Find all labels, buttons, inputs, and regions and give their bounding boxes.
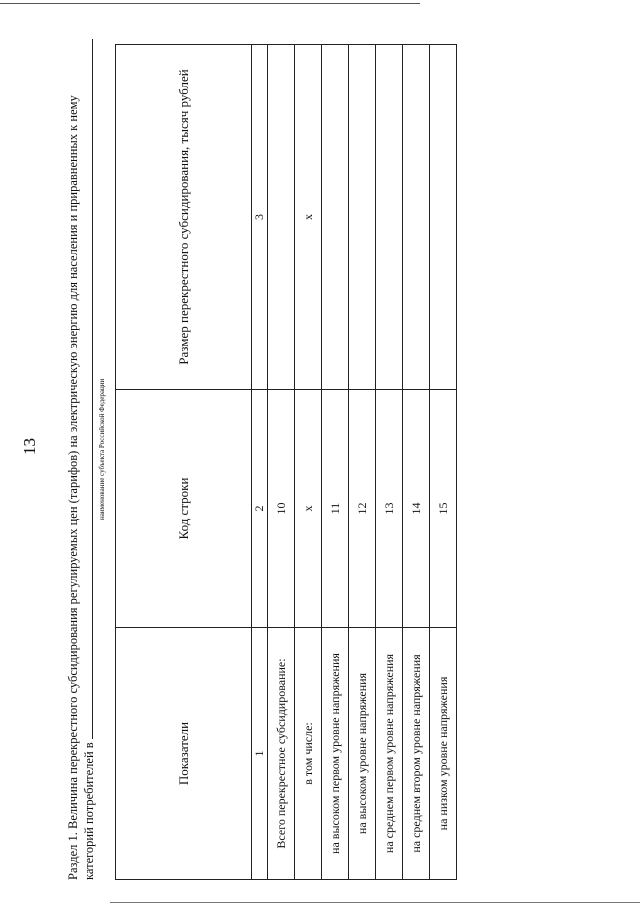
header-indicators: Показатели bbox=[116, 628, 252, 880]
subject-name-blank bbox=[81, 39, 93, 739]
table-row bbox=[376, 45, 403, 880]
section-heading: Раздел 1. Величина перекрестного субсидирования регулируемых цен (тарифов) на электрическую энергию для населения и приравненных к нему bbox=[66, 95, 80, 880]
consumer-line-label: категорий потребителей в bbox=[82, 742, 96, 880]
cross-subsidy-table bbox=[115, 44, 457, 880]
row-label: в том числе: bbox=[295, 628, 322, 880]
row-value bbox=[349, 45, 376, 390]
row-label: на высоком первом уровне напряжения bbox=[322, 628, 349, 880]
scan-edge-top bbox=[0, 3, 420, 4]
row-label: Всего перекрестное субсидирование: bbox=[268, 628, 295, 880]
consumer-category-line bbox=[81, 39, 97, 880]
row-value bbox=[376, 45, 403, 390]
table-row bbox=[349, 45, 376, 880]
table-row bbox=[268, 45, 295, 880]
row-code: 11 bbox=[322, 390, 349, 628]
table-row bbox=[430, 45, 457, 880]
row-value bbox=[322, 45, 349, 390]
table-row bbox=[322, 45, 349, 880]
column-number-row bbox=[252, 45, 268, 880]
header-row-code: Код строки bbox=[116, 390, 252, 628]
row-value bbox=[268, 45, 295, 390]
row-code: x bbox=[295, 390, 322, 628]
row-label: на низком уровне напряжения bbox=[430, 628, 457, 880]
header-subsidy-size: Размер перекрестного субсидирования, тысяч рублей bbox=[116, 45, 252, 390]
column-number: 3 bbox=[252, 45, 268, 390]
row-label: на среднем втором уровне напряжения bbox=[403, 628, 430, 880]
table-header-row bbox=[116, 45, 252, 880]
row-value bbox=[430, 45, 457, 390]
page-number: 13 bbox=[20, 438, 39, 455]
row-value: x bbox=[295, 45, 322, 390]
row-label: на среднем первом уровне напряжения bbox=[376, 628, 403, 880]
row-value bbox=[403, 45, 430, 390]
row-code: 13 bbox=[376, 390, 403, 628]
row-label: на высоком уровне напряжения bbox=[349, 628, 376, 880]
scan-edge-bottom bbox=[110, 902, 640, 903]
rotated-page bbox=[20, 20, 620, 880]
subject-caption: наименование субъекта Российской Федерации bbox=[98, 378, 106, 520]
table-row bbox=[295, 45, 322, 880]
row-code: 10 bbox=[268, 390, 295, 628]
row-code: 15 bbox=[430, 390, 457, 628]
table-row bbox=[403, 45, 430, 880]
column-number: 2 bbox=[252, 390, 268, 628]
row-code: 12 bbox=[349, 390, 376, 628]
column-number: 1 bbox=[252, 628, 268, 880]
row-code: 14 bbox=[403, 390, 430, 628]
